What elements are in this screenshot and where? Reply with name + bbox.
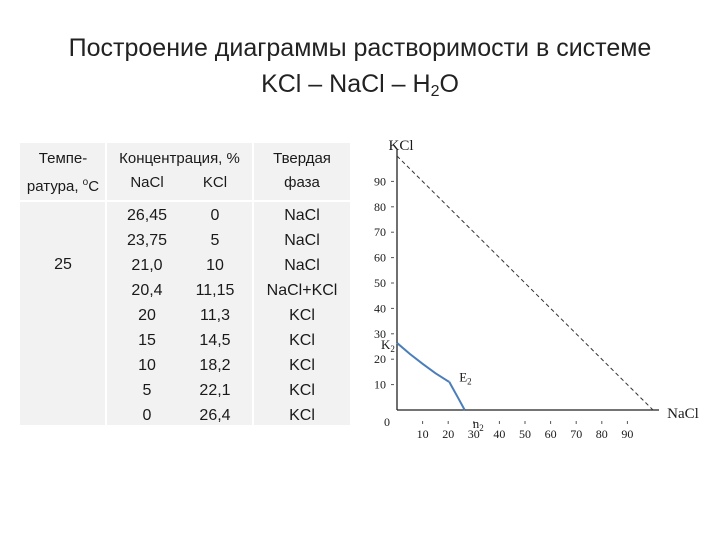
title-line-1: Построение диаграммы растворимости в системе (68, 34, 652, 62)
table-cell-kcl: 14,5 (199, 332, 231, 349)
x-tick-label: 40 (493, 427, 506, 441)
title-line-2-end: O (439, 70, 459, 98)
x-axis-title: NaCl (667, 406, 699, 422)
x-tick-label: 10 (416, 427, 429, 441)
x-tick-label: 90 (621, 427, 634, 441)
table-cell-kcl: 0 (210, 207, 220, 224)
y-tick-label: 50 (374, 276, 386, 290)
table-cell-kcl: 11,15 (195, 282, 235, 299)
slide-title (0, 30, 720, 110)
table-cell-phase: KCl (289, 307, 315, 324)
table-cell-nacl: 20,4 (131, 282, 163, 299)
table-cell-nacl: 23,75 (126, 232, 168, 249)
title-line-2 (0, 66, 720, 110)
y-axis-title: KCl (388, 138, 414, 154)
header-temperature-unit: С (88, 178, 100, 195)
table-cell-nacl: 15 (138, 332, 156, 349)
table-cell-kcl: 11,3 (200, 307, 230, 324)
table-cell-phase: KCl (289, 407, 315, 424)
x-tick-label: 70 (570, 427, 583, 441)
y-tick-label: 70 (374, 225, 386, 240)
solubility-curve-1 (397, 343, 449, 382)
table-cell-nacl: 10 (138, 357, 156, 374)
temperature-cell: 25 (54, 256, 72, 273)
table-cell-phase: NaCl (284, 207, 320, 224)
table-cell-phase: KCl (289, 357, 315, 374)
header-solid-phase (254, 147, 350, 195)
table-cell-kcl: 10 (206, 257, 224, 274)
y-tick-label: 80 (374, 199, 386, 214)
header-temperature-degree: о (82, 177, 89, 188)
header-temperature-text: ратура, (26, 178, 83, 195)
header-temperature (22, 147, 104, 199)
header-nacl: NaCl (130, 174, 164, 191)
y-tick-label: 90 (374, 174, 386, 189)
table-header-separator (20, 200, 350, 202)
point-label-n2: $n_2$ (472, 416, 484, 433)
header-solid-phase-line-1: Твердая (273, 150, 331, 167)
table-cell-phase: NaCl (284, 257, 320, 274)
y-tick-label: 20 (374, 352, 386, 367)
header-concentration: Концентрация, % (119, 150, 240, 167)
x-tick-label: 20 (442, 427, 455, 441)
solubility-diagram (355, 128, 715, 458)
x-tick-label: 80 (595, 427, 608, 441)
solubility-curve-2 (449, 382, 464, 410)
point-label-e2: $E_2$ (459, 369, 472, 387)
header-solid-phase-line-2: фаза (284, 174, 320, 191)
table-cell-kcl: 18,2 (199, 357, 231, 374)
title-line-2-main: KCl – NaCl – H (261, 70, 431, 98)
table-cell-nacl: 21,0 (131, 257, 163, 274)
x-tick-label: 60 (544, 427, 557, 441)
table-cell-phase: NaCl (284, 232, 320, 249)
origin-label: 0 (384, 415, 390, 429)
triangle-hypotenuse-line (397, 156, 653, 410)
table-cell-kcl: 22,1 (199, 382, 231, 399)
table-cell-kcl: 5 (210, 232, 220, 249)
header-temperature-line-1: Темпе- (38, 150, 88, 167)
y-tick-label: 10 (374, 377, 386, 392)
title-subscript: 2 (430, 83, 440, 100)
table-cell-nacl: 0 (142, 407, 152, 424)
header-kcl: KCl (202, 174, 228, 191)
table-cell-phase: KCl (289, 332, 315, 349)
table-cell-nacl: 5 (142, 382, 152, 399)
header-temperature-line-2 (22, 171, 104, 199)
table-cell-phase: NaCl+KCl (266, 282, 338, 299)
y-tick-label: 60 (374, 250, 386, 265)
table-cell-kcl: 26,4 (199, 407, 231, 424)
x-tick-label: 30 (467, 427, 480, 441)
table-cell-nacl: 26,45 (126, 207, 168, 224)
y-tick-label: 40 (374, 301, 386, 316)
y-tick-label: 30 (374, 326, 386, 341)
table-column-separator-left (105, 143, 107, 425)
x-tick-label: 50 (519, 427, 531, 441)
table-cell-nacl: 20 (138, 307, 156, 324)
point-label-k2: $K_2$ (381, 336, 395, 354)
table-cell-phase: KCl (289, 382, 315, 399)
